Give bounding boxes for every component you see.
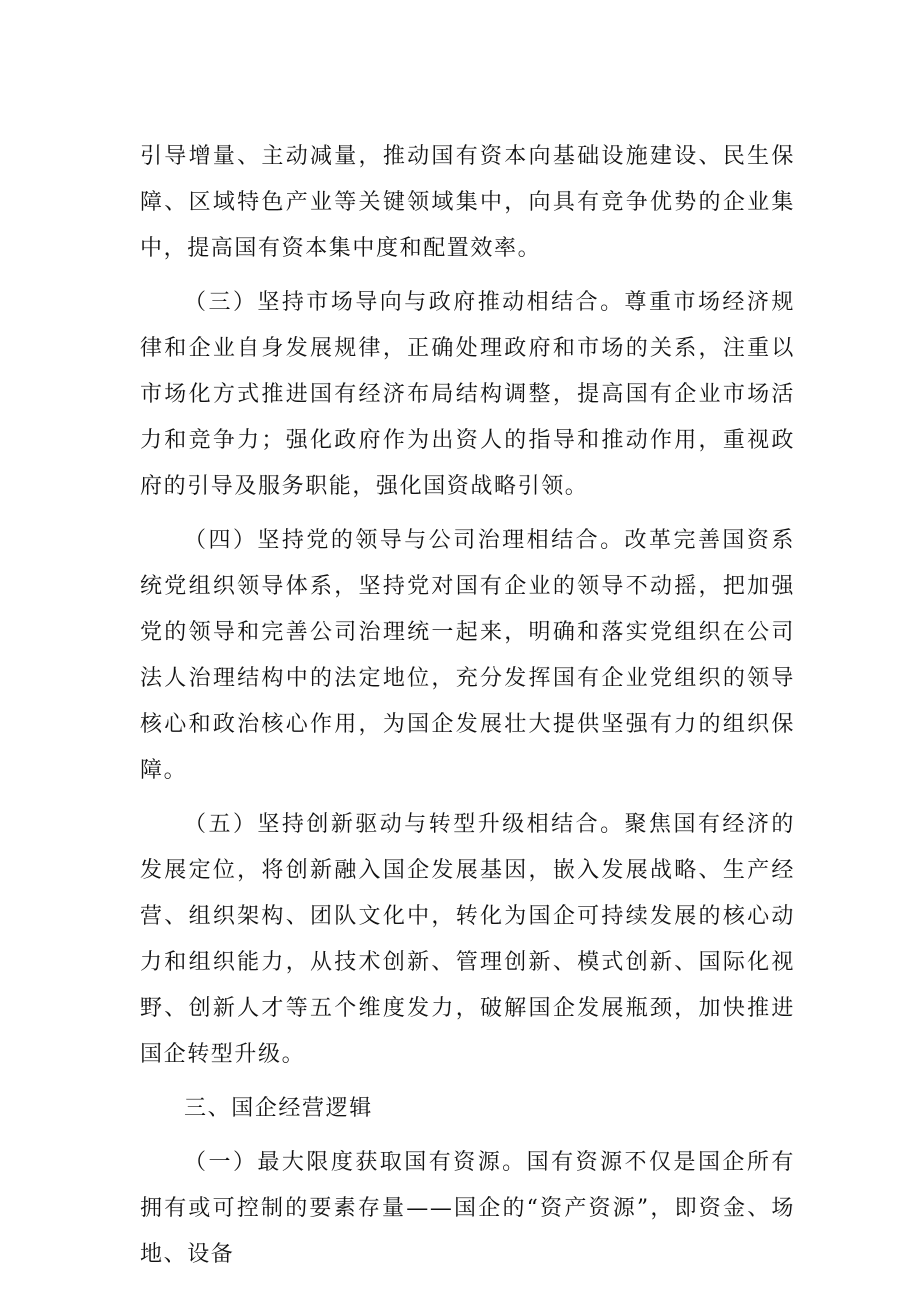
paragraph-logic-1: （一）最大限度获取国有资源。国有资源不仅是国企所有拥有或可控制的要素存量——国企的“资产资源”，即资金、场地、设备	[140, 1150, 795, 1267]
paragraph-principle-4: （四）坚持党的领导与公司治理相结合。改革完善国资系统党组织领导体系，坚持党对国有企业的领导不动摇，把加强党的领导和完善公司治理统一起来，明确和落实党组织在公司法人治理结构中的法定地位，充分发挥国有企业党组织的领导核心和政治核心作用，为国企发展壮大提供坚强有力的组织保障。	[140, 528, 795, 783]
section-heading: 三、国企经营逻辑	[184, 1096, 373, 1121]
paragraph-continuation: 引导增量、主动减量，推动国有资本向基础设施建设、民生保障、区域特色产业等关键领域集中，向具有竞争优势的企业集中，提高国有资本集中度和配置效率。	[140, 144, 795, 261]
paragraph-principle-3: （三）坚持市场导向与政府推动相结合。尊重市场经济规律和企业自身发展规律，正确处理政府和市场的关系，注重以市场化方式推进国有经济布局结构调整，提高国有企业市场活力和竞争力；强化政府作为出资人的指导和推动作用，重视政府的引导及服务职能，强化国资战略引领。	[140, 290, 795, 499]
paragraph-principle-5: （五）坚持创新驱动与转型升级相结合。聚焦国有经济的发展定位，将创新融入国企发展基因，嵌入发展战略、生产经营、组织架构、团队文化中，转化为国企可持续发展的核心动力和组织能力，从技术创新、管理创新、模式创新、国际化视野、创新人才等五个维度发力，破解国企发展瓶颈，加快推进国企转型升级。	[140, 812, 795, 1067]
document-body	[140, 134, 795, 1286]
